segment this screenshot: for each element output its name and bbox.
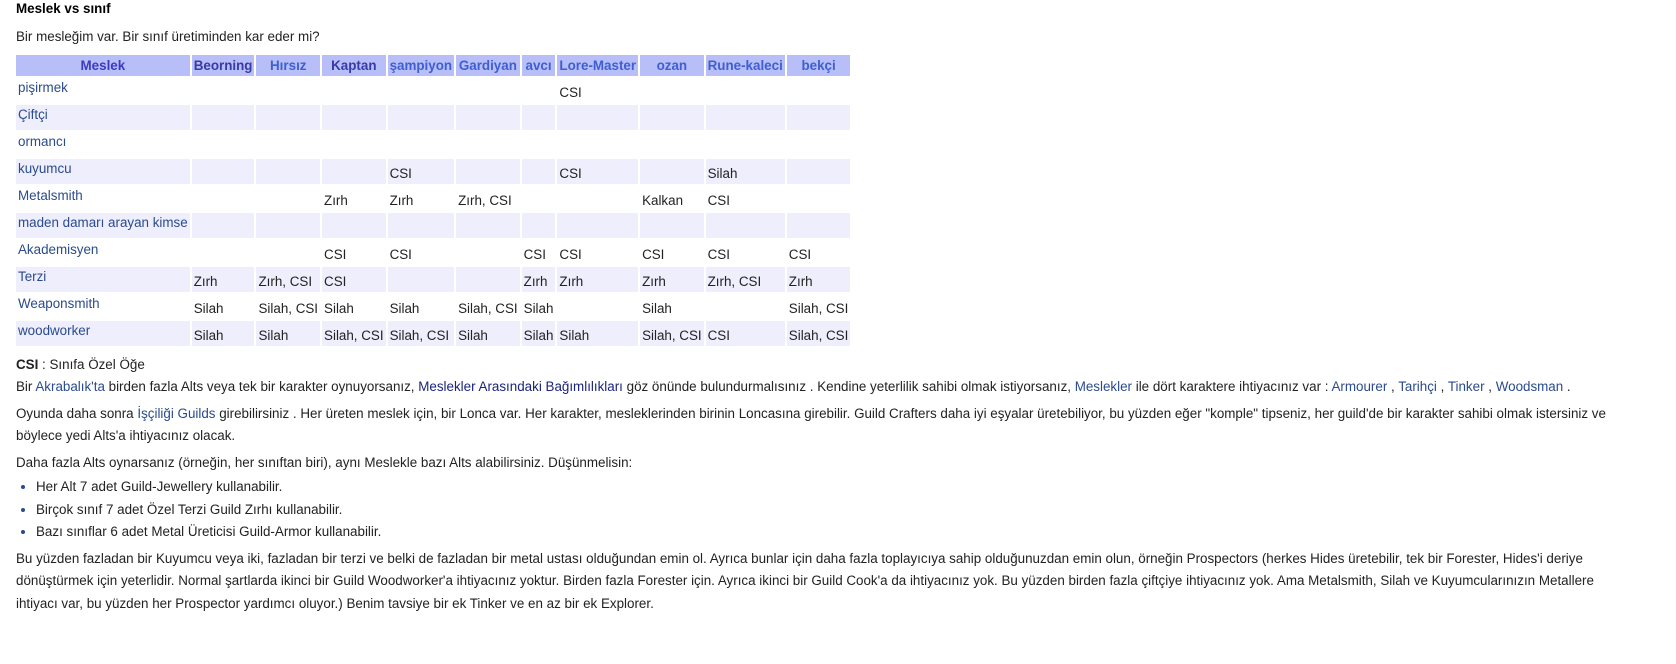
table-cell: CSI: [559, 84, 582, 100]
table-cell: [640, 78, 704, 103]
text: Oyunda daha sonra: [16, 405, 138, 421]
link-armourer[interactable]: Armourer: [1331, 379, 1388, 394]
advice-line-3: ihtiyacı var, bu yüzden her Prospector yardımcı oluyor.) Benim tavsiye bir ek Tinker ve en az bir ek Explorer.: [16, 595, 654, 611]
table-cell: [557, 213, 638, 238]
table-cell: [456, 78, 520, 103]
table-cell: Silah: [557, 321, 638, 346]
table-cell: [256, 240, 320, 265]
table-cell: [322, 78, 386, 103]
col-header: avcı: [522, 55, 556, 76]
table-cell: Silah, CSI: [322, 321, 386, 346]
profession-link[interactable]: ormancı: [18, 133, 67, 149]
table-cell: Zırh: [640, 267, 704, 292]
table-row: [16, 213, 850, 238]
table-cell: [388, 78, 455, 103]
legend-term: CSI: [16, 356, 39, 372]
table-cell: [192, 159, 255, 184]
table-cell: [706, 213, 785, 238]
link-crafting-guilds[interactable]: İşçiliği Guilds: [137, 405, 216, 421]
text: göz önünde bulundurmalısınız . Kendine yeterlilik sahibi olmak istiyorsanız,: [622, 379, 1075, 394]
paragraph-alts: Daha fazla Alts oynarsanız (örneğin, her sınıftan biri), aynı Meslekle bazı Alts alabilirsiniz. Düşünmelisin:: [16, 454, 633, 470]
table-cell: [522, 105, 556, 130]
table-cell: [787, 132, 851, 157]
table-cell: [640, 213, 704, 238]
table-cell: [787, 213, 851, 238]
table-cell: CSI: [523, 246, 546, 262]
table-cell: CSI: [559, 246, 582, 262]
table-cell: Silah: [192, 321, 255, 346]
table-cell: Zırh: [324, 192, 348, 208]
table-cell: [557, 294, 638, 319]
table-cell: [557, 132, 638, 157]
list-item: • Birçok sınıf 7 adet Özel Terzi Guild Zırhı kullanabilir.: [36, 499, 1676, 522]
row-header-cell: [16, 213, 190, 238]
table-cell: [522, 159, 556, 184]
link-tinker[interactable]: Tinker: [1447, 379, 1485, 394]
table-cell: [192, 213, 255, 238]
col-header: Lore-Master: [557, 55, 638, 76]
bullet-list: [16, 476, 1676, 544]
table-cell: [557, 186, 638, 211]
table-row: [16, 132, 850, 157]
table-row: [16, 105, 850, 130]
row-header-cell: [16, 105, 190, 130]
table-cell: [388, 132, 455, 157]
row-header-cell: [16, 186, 190, 211]
col-header: Beorning: [192, 55, 255, 76]
table-cell: [456, 132, 520, 157]
table-cell: Silah, CSI: [458, 300, 518, 316]
col-header: Kaptan: [322, 55, 386, 76]
profession-link[interactable]: Metalsmith: [18, 187, 83, 203]
row-header-cell: [16, 294, 190, 319]
col-header: Gardiyan: [456, 55, 520, 76]
table-cell: Silah, CSI: [788, 300, 849, 316]
text: ,: [1484, 379, 1496, 394]
table-cell: Kalkan: [642, 192, 684, 208]
advice-line-1: Bu yüzden fazladan bir Kuyumcu veya iki, fazladan bir terzi ve belki de fazladan bir metal ustası olduğundan emin ol. Ayrıca bunlar için daha fazla toplayıcıya sahip olduğunuzdan emin olun, örneğin Prospectors (herkes Hides üretebilir, tek bir Forester, Hides'i deriye: [16, 550, 1583, 566]
table-cell: Silah: [522, 321, 556, 346]
row-header-cell: [16, 132, 190, 157]
list-item: • Bazı sınıflar 6 adet Metal Üreticisi Guild-Armor kullanabilir.: [36, 521, 1676, 544]
row-header-cell: [16, 78, 190, 103]
table-cell: [522, 132, 556, 157]
paragraph-advice: [16, 548, 1676, 616]
table-cell: CSI: [642, 246, 665, 262]
col-header: Hırsız: [256, 55, 320, 76]
text: ile dört karaktere ihtiyacınız var :: [1132, 379, 1332, 394]
profession-link[interactable]: pişirmek: [18, 79, 68, 95]
profession-link[interactable]: kuyumcu: [18, 160, 72, 176]
section-heading: Meslek vs sınıf: [16, 1, 111, 16]
table-cell: [322, 159, 386, 184]
intro-text: Bir mesleğim var. Bir sınıf üretiminden kar eder mi?: [16, 29, 320, 44]
table-cell: [456, 159, 520, 184]
legend-text: : Sınıfa Özel Öğe: [38, 356, 145, 372]
profession-link[interactable]: Çiftçi: [18, 106, 48, 122]
table-cell: Zırh, CSI: [458, 192, 512, 208]
text: girebilirsiniz . Her üreten meslek için, bir Lonca var. Her karakter, mesleklerinden birinin Loncasına girebilir. Guild Crafters daha iyi eşyalar üretebiliyor, bu yüzden eğer "komple" tipseniz, her guild'de bir karakter sahibi olmak istersiniz ve: [215, 405, 1606, 421]
table-cell: Zırh: [192, 267, 255, 292]
guilds-line-1: [16, 406, 1606, 421]
table-cell: [388, 267, 455, 292]
table-cell: [706, 294, 785, 319]
table-row: [16, 159, 850, 184]
profession-link[interactable]: woodworker: [18, 322, 91, 338]
table-cell: Silah: [523, 300, 554, 316]
table-cell: [192, 78, 255, 103]
table-cell: Silah, CSI: [640, 321, 704, 346]
text: ,: [1436, 379, 1448, 394]
profession-link[interactable]: Akademisyen: [18, 241, 99, 257]
table-cell: Zırh, CSI: [706, 267, 785, 292]
table-cell: CSI: [324, 246, 347, 262]
link-historian[interactable]: Tarihçi: [1398, 379, 1437, 394]
table-cell: [192, 240, 255, 265]
table-row: [16, 294, 850, 319]
table-cell: [787, 159, 851, 184]
table-cell: [787, 105, 851, 130]
table-cell: Zırh: [787, 267, 851, 292]
list-item: • Her Alt 7 adet Guild-Jewellery kullanabilir.: [36, 476, 1676, 499]
table-cell: Zırh: [522, 267, 556, 292]
text: .: [1563, 379, 1571, 394]
table-cell: CSI: [322, 267, 386, 292]
table-cell: [706, 105, 785, 130]
table-row: [16, 267, 850, 292]
table-cell: [256, 186, 320, 211]
table-cell: [256, 105, 320, 130]
table-cell: [256, 78, 320, 103]
table-row: [16, 186, 850, 211]
table-cell: [388, 213, 455, 238]
table-header-row: [16, 55, 850, 76]
table-cell: [787, 78, 851, 103]
table-row: [16, 321, 850, 346]
table-cell: CSI: [707, 192, 730, 208]
table-cell: CSI: [557, 159, 638, 184]
table-body: [16, 78, 850, 346]
table-cell: Silah: [706, 159, 785, 184]
table-cell: Silah, CSI: [258, 300, 319, 316]
profession-class-table: [14, 53, 852, 348]
table-row: [16, 240, 850, 265]
table-cell: Silah: [256, 321, 320, 346]
advice-line-2: dönüştürmek için yeterlidir. Normal şartlarda ikinci bir Guild Woodworker'a ihtiyacınız yoktur. Birden fazla Forester için. Ayrıca ikinci bir Guild Cook'a da ihtiyacınız yok. Bu yüzden birden fazla çiftçiye ihtiyacınız yok. Ama Metalsmith, Silah ve Kuyumcularınızın Metallere: [16, 573, 1594, 588]
table-cell: [456, 267, 520, 292]
link-woodsman[interactable]: Woodsman: [1495, 379, 1564, 394]
table-cell: [192, 132, 255, 157]
table-cell: [322, 132, 386, 157]
link-kinship[interactable]: Akrabalık'ta: [35, 379, 105, 394]
table-cell: [322, 105, 386, 130]
table-cell: [557, 105, 638, 130]
table-cell: CSI: [388, 159, 455, 184]
table-cell: [256, 213, 320, 238]
text: ,: [1387, 379, 1399, 394]
table-cell: Silah, CSI: [388, 321, 455, 346]
table-cell: [787, 186, 851, 211]
table-cell: [256, 132, 320, 157]
row-header-cell: [16, 321, 190, 346]
paragraph-kinship: [16, 376, 1676, 399]
table-cell: Silah: [193, 300, 224, 316]
table-cell: [192, 186, 255, 211]
col-header: bekçi: [787, 55, 851, 76]
table-cell: Silah: [324, 300, 354, 316]
link-professions[interactable]: Meslekler: [1074, 379, 1132, 394]
col-header-meslek: Meslek: [16, 55, 190, 76]
col-header: şampiyon: [388, 55, 455, 76]
table-cell: [522, 186, 556, 211]
table-cell: [640, 159, 704, 184]
table-cell: CSI: [707, 246, 730, 262]
table-cell: [192, 105, 255, 130]
table-cell: Zırh: [557, 267, 638, 292]
table-cell: [522, 213, 556, 238]
table-cell: Silah: [642, 300, 672, 316]
text: birden fazla Alts veya tek bir karakter oynuyorsanız,: [104, 379, 419, 394]
table-cell: [640, 105, 704, 130]
table-cell: [456, 105, 520, 130]
table-cell: Zırh: [389, 192, 414, 208]
table-cell: [256, 159, 320, 184]
table-cell: CSI: [706, 321, 785, 346]
paragraph-guilds: [16, 403, 1676, 448]
guilds-line-2: böylece yedi Alts'a ihtiyacınız olacak.: [16, 428, 236, 443]
table-cell: CSI: [389, 246, 412, 262]
table-cell: Silah: [389, 300, 420, 316]
table-cell: [456, 240, 520, 265]
table-cell: Silah: [456, 321, 520, 346]
table-row: [16, 78, 850, 103]
profession-link[interactable]: maden damarı arayan kimse: [18, 214, 188, 230]
table-cell: [706, 132, 785, 157]
table-cell: [706, 78, 785, 103]
profession-link[interactable]: Weaponsmith: [18, 295, 100, 311]
table-cell: CSI: [788, 246, 812, 262]
table-cell: Silah, CSI: [787, 321, 851, 346]
row-header-cell: [16, 159, 190, 184]
table-cell: [388, 105, 455, 130]
table-cell: Zırh, CSI: [256, 267, 320, 292]
link-profession-dependencies[interactable]: Meslekler Arasındaki Bağımlılıkları: [418, 379, 623, 394]
profession-link[interactable]: Terzi: [18, 268, 47, 284]
table-cell: [456, 213, 520, 238]
table-cell: [640, 132, 704, 157]
table-cell: [322, 213, 386, 238]
col-header: ozan: [640, 55, 704, 76]
col-header: Rune-kaleci: [706, 55, 785, 76]
table-cell: [522, 78, 556, 103]
legend: [16, 354, 1676, 377]
row-header-cell: [16, 267, 190, 292]
row-header-cell: [16, 240, 190, 265]
text: Bir: [16, 379, 36, 394]
